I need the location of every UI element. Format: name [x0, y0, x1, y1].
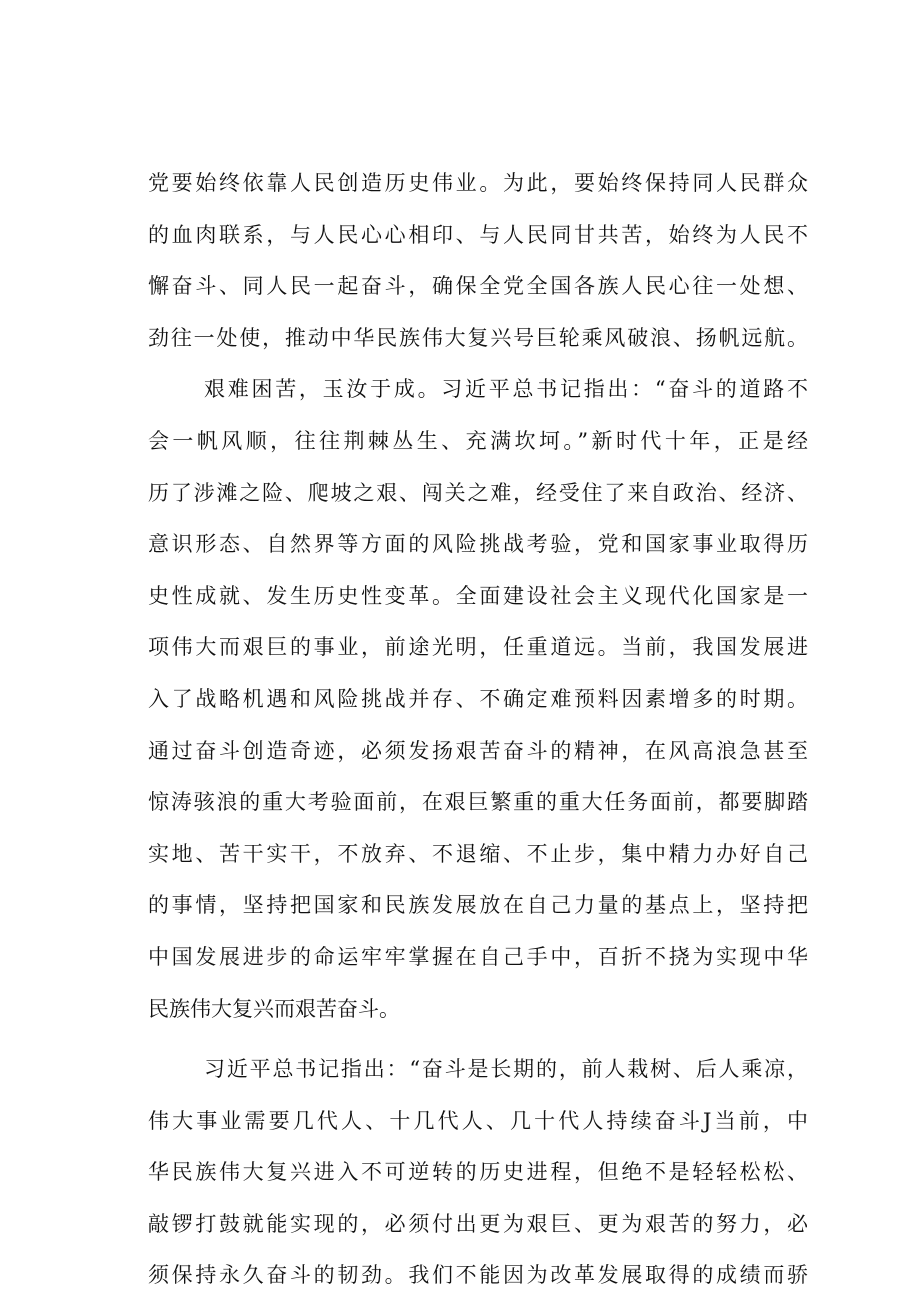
- text-line: 的事情，坚持把国家和民族发展放在自己力量的基点上，坚持把: [148, 893, 808, 918]
- paragraph-gap: [148, 1035, 808, 1044]
- text-line: 惊涛骇浪的重大考验面前，在艰巨繁重的重大任务面前，都要脚踏: [148, 790, 808, 815]
- text-line: 劲往一处使，推动中华民族伟大复兴号巨轮乘风破浪、扬帆远航。: [148, 325, 808, 350]
- document-body: [148, 158, 808, 1302]
- text-line: 实地、苦干实干，不放弃、不退缩、不止步，集中精力办好自己: [148, 841, 808, 866]
- paragraph: [148, 1044, 808, 1302]
- text-line: 懈奋斗、同人民一起奋斗，确保全党全国各族人民心往一处想、: [148, 274, 808, 299]
- text-line: 意识形态、自然界等方面的风险挑战考验，党和国家事业取得历: [148, 532, 808, 557]
- text-line: 通过奋斗创造奇迹，必须发扬艰苦奋斗的精神，在风高浪急甚至: [148, 738, 808, 763]
- text-line: 民族伟大复兴而艰苦奋斗。: [148, 996, 400, 1021]
- text-line: 华民族伟大复兴进入不可逆转的历史进程，但绝不是轻轻松松、: [148, 1160, 808, 1185]
- text-line: 入了战略机遇和风险挑战并存、不确定难预料因素增多的时期。: [148, 686, 808, 711]
- text-line: 中国发展进步的命运牢牢掌握在自己手中，百折不挠为实现中华: [148, 944, 808, 969]
- text-line: 会一帆风顺，往往荆棘丛生、充满坎坷。”新时代十年，正是经: [148, 428, 808, 453]
- text-line: 伟大事业需要几代人、十几代人、几十代人持续奋斗J当前，中: [148, 1108, 808, 1133]
- text-line: 敲锣打鼓就能实现的，必须付出更为艰巨、更为艰苦的努力，必: [148, 1211, 808, 1236]
- text-line: 党要始终依靠人民创造历史伟业。为此，要始终保持同人民群众: [148, 171, 808, 195]
- paragraph: [148, 364, 808, 1035]
- text-line: 史性成就、发生历史性变革。全面建设社会主义现代化国家是一: [148, 583, 808, 608]
- text-line: 习近平总书记指出：“奋斗是长期的，前人栽树、后人乘凉，: [204, 1057, 808, 1082]
- text-line: 的血肉联系，与人民心心相印、与人民同甘共苦，始终为人民不: [148, 222, 808, 247]
- paragraph: [148, 158, 808, 364]
- text-line: 项伟大而艰巨的事业，前途光明，任重道远。当前，我国发展进: [148, 635, 808, 660]
- text-line: 艰难困苦，玉汝于成。习近平总书记指出：“奋斗的道路不: [204, 377, 808, 402]
- text-line: 须保持永久奋斗的韧劲。我们不能因为改革发展取得的成绩而骄: [148, 1263, 808, 1288]
- text-line: 历了涉滩之险、爬坡之艰、闯关之难，经受住了来自政治、经济、: [148, 480, 808, 505]
